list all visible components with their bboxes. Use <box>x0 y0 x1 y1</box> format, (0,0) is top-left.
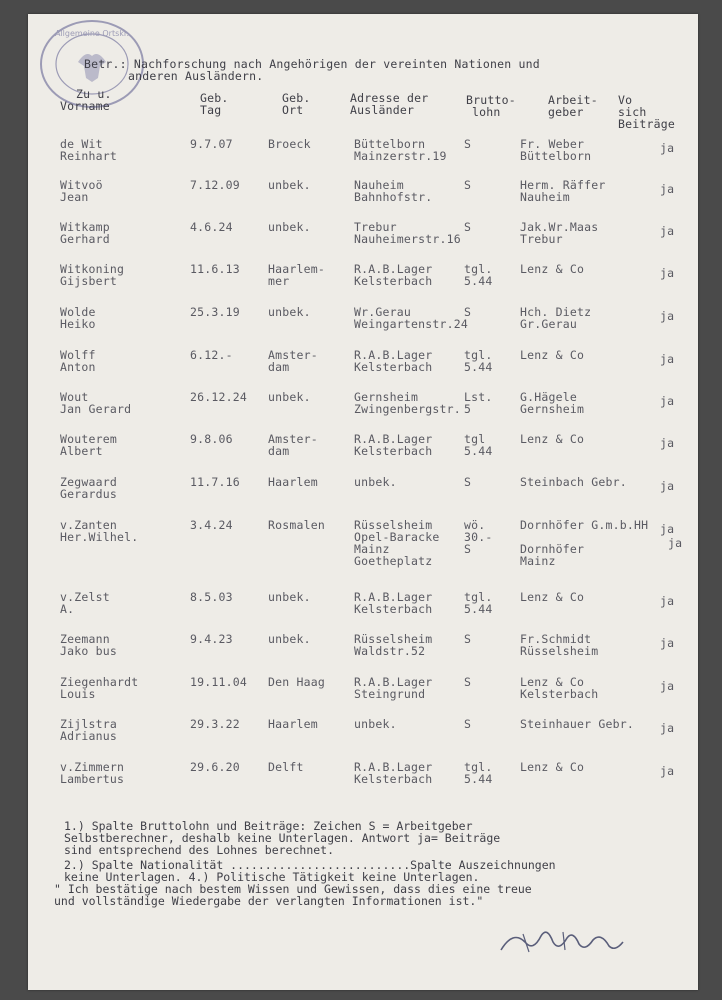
row-pob-2: dam <box>268 360 290 374</box>
row-pob: unbek. <box>268 178 311 192</box>
header-name-2: Vorname <box>60 99 110 113</box>
row-dob: 25.3.19 <box>190 305 240 319</box>
row-employer: Fr. Weber <box>520 137 585 151</box>
row-pob: unbek. <box>268 590 311 604</box>
footnote-line-7: und vollständige Wiedergabe der verlangten Informationen ist." <box>54 894 484 908</box>
row-employer-2: Rüsselsheim <box>520 644 599 658</box>
row-employer: Fr.Schmidt <box>520 632 592 646</box>
row-contrib: ja <box>660 764 675 778</box>
row-contrib: ja <box>660 594 675 608</box>
row-address-2: Waldstr.52 <box>354 644 426 658</box>
row-pob: Haarlem <box>268 717 318 731</box>
header-employer-2: geber <box>548 105 584 119</box>
row-address-2: Opel-Baracke <box>354 530 440 544</box>
row-name: de Wit <box>60 137 103 151</box>
row-pob: unbek. <box>268 390 311 404</box>
row-wage: S <box>464 475 472 489</box>
row-pob-2: mer <box>268 274 290 288</box>
row-employer: Jak.Wr.Maas <box>520 220 599 234</box>
row-address: R.A.B.Lager <box>354 675 433 689</box>
row-contrib: ja <box>660 309 675 323</box>
header-pob-2: Ort <box>282 103 304 117</box>
row-first-name: Jean <box>60 190 89 204</box>
row-wage: S <box>464 137 472 151</box>
row-first-name: Lambertus <box>60 772 125 786</box>
row-name: v.Zelst <box>60 590 110 604</box>
row-employer-4: Mainz <box>520 554 556 568</box>
row-wage-3: S <box>464 542 472 556</box>
row-dob: 9.4.23 <box>190 632 233 646</box>
row-dob: 3.4.24 <box>190 518 233 532</box>
row-employer-3: Dornhöfer <box>520 542 585 556</box>
row-dob: 29.3.22 <box>190 717 240 731</box>
row-employer: G.Hägele <box>520 390 577 404</box>
footnote-line-1: 1.) Spalte Bruttolohn und Beiträge: Zeichen S = Arbeitgeber <box>64 819 473 833</box>
row-wage-2: 30.- <box>464 530 493 544</box>
footnote-line-3: sind entsprechend des Lohnes berechnet. <box>64 843 335 857</box>
subject-line-1: Betr.: Nachforschung nach Angehörigen der vereinten Nationen und <box>84 57 540 71</box>
row-name: Witkamp <box>60 220 110 234</box>
row-address-2: Kelsterbach <box>354 772 433 786</box>
row-employer: Herm. Räffer <box>520 178 606 192</box>
row-address-2: Mainzerstr.19 <box>354 149 447 163</box>
row-address-2: Weingartenstr.24 <box>354 317 468 331</box>
header-contrib-2: sich <box>618 105 647 119</box>
row-name: Ziegenhardt <box>60 675 139 689</box>
row-name: Wolff <box>60 348 96 362</box>
header-employer: Arbeit- <box>548 93 598 107</box>
row-employer: Lenz & Co <box>520 348 585 362</box>
header-wage-2: lohn <box>472 105 501 119</box>
row-address: unbek. <box>354 717 397 731</box>
footnote-line-6: " Ich bestätige nach bestem Wissen und Gewissen, dass dies eine treue <box>54 882 532 896</box>
row-first-name: A. <box>60 602 75 616</box>
row-address: Büttelborn <box>354 137 426 151</box>
row-address: R.A.B.Lager <box>354 760 433 774</box>
row-dob: 4.6.24 <box>190 220 233 234</box>
row-pob: Den Haag <box>268 675 325 689</box>
row-employer: Lenz & Co <box>520 760 585 774</box>
row-name: Zeemann <box>60 632 110 646</box>
row-address: Wr.Gerau <box>354 305 411 319</box>
row-first-name: Heiko <box>60 317 96 331</box>
header-contrib-3: Beiträge <box>618 117 675 131</box>
row-wage: S <box>464 717 472 731</box>
header-address-2: Ausländer <box>350 103 415 117</box>
row-contrib: ja <box>660 266 675 280</box>
row-contrib: ja <box>660 522 675 536</box>
row-pob: Amster- <box>268 348 318 362</box>
header-contrib: Vo <box>618 93 633 107</box>
row-pob: Haarlem- <box>268 262 325 276</box>
row-wage: S <box>464 675 472 689</box>
row-first-name: Adrianus <box>60 729 117 743</box>
row-contrib: ja <box>660 436 675 450</box>
row-wage-2: 5.44 <box>464 602 493 616</box>
row-address: Rüsselsheim <box>354 632 433 646</box>
header-dob-2: Tag <box>200 103 222 117</box>
row-contrib: ja <box>660 182 675 196</box>
row-address-2: Kelsterbach <box>354 360 433 374</box>
row-pob: Rosmalen <box>268 518 325 532</box>
row-wage: Lst. <box>464 390 493 404</box>
row-first-name: Louis <box>60 687 96 701</box>
header-dob: Geb. <box>200 91 229 105</box>
svg-text:Allgemeine Ortskr.: Allgemeine Ortskr. <box>54 29 130 38</box>
row-pob: Amster- <box>268 432 318 446</box>
row-name: Zegwaard <box>60 475 117 489</box>
row-dob: 11.7.16 <box>190 475 240 489</box>
header-name: Zu u. <box>76 87 112 101</box>
row-wage-2: 5.44 <box>464 360 493 374</box>
row-dob: 19.11.04 <box>190 675 247 689</box>
row-address-2: Steingrund <box>354 687 426 701</box>
row-employer-2: Trebur <box>520 232 563 246</box>
footnote-line-4: 2.) Spalte Nationalität ..........................Spalte Auszeichnungen <box>64 858 556 872</box>
row-name: Witkoning <box>60 262 125 276</box>
row-pob: unbek. <box>268 305 311 319</box>
row-first-name: Albert <box>60 444 103 458</box>
row-contrib: ja <box>660 394 675 408</box>
row-wage: tgl. <box>464 590 493 604</box>
row-address: Nauheim <box>354 178 404 192</box>
header-address: Adresse der <box>350 91 429 105</box>
row-first-name: Anton <box>60 360 96 374</box>
row-address-2: Kelsterbach <box>354 274 433 288</box>
row-pob: Broeck <box>268 137 311 151</box>
document-page <box>28 14 698 990</box>
row-employer: Steinhauer Gebr. <box>520 717 634 731</box>
row-wage: S <box>464 220 472 234</box>
row-address-2: Zwingenbergstr. <box>354 402 461 416</box>
row-dob: 29.6.20 <box>190 760 240 774</box>
row-employer: Lenz & Co <box>520 432 585 446</box>
row-name: v.Zanten <box>60 518 117 532</box>
row-dob: 9.7.07 <box>190 137 233 151</box>
header-wage: Brutto- <box>466 93 516 107</box>
row-address: unbek. <box>354 475 397 489</box>
row-wage: tgl. <box>464 262 493 276</box>
row-employer: Lenz & Co <box>520 675 585 689</box>
row-wage: tgl. <box>464 348 493 362</box>
row-first-name: Jako bus <box>60 644 117 658</box>
row-address-4: Goetheplatz <box>354 554 433 568</box>
row-employer-2: Büttelborn <box>520 149 592 163</box>
row-dob: 26.12.24 <box>190 390 247 404</box>
row-name: v.Zimmern <box>60 760 125 774</box>
row-address: Trebur <box>354 220 397 234</box>
row-address: Gernsheim <box>354 390 419 404</box>
row-first-name: Jan Gerard <box>60 402 132 416</box>
row-address: R.A.B.Lager <box>354 432 433 446</box>
row-first-name: Gerardus <box>60 487 117 501</box>
row-address-3: Mainz <box>354 542 390 556</box>
row-address-2: Bahnhofstr. <box>354 190 433 204</box>
row-wage: S <box>464 305 472 319</box>
row-wage: tgl. <box>464 760 493 774</box>
row-pob: unbek. <box>268 220 311 234</box>
row-wage: wö. <box>464 518 486 532</box>
row-pob: unbek. <box>268 632 311 646</box>
row-first-name: Gijsbert <box>60 274 117 288</box>
row-contrib-2: ja <box>668 536 683 550</box>
row-name: Wouterem <box>60 432 117 446</box>
row-employer: Hch. Dietz <box>520 305 592 319</box>
row-contrib: ja <box>660 141 675 155</box>
row-wage-2: 5.44 <box>464 274 493 288</box>
row-employer-2: Nauheim <box>520 190 570 204</box>
row-contrib: ja <box>660 636 675 650</box>
row-employer: Steinbach Gebr. <box>520 475 627 489</box>
subject-line-2: anderen Ausländern. <box>128 69 264 83</box>
row-wage-2: 5 <box>464 402 472 416</box>
row-address: Rüsselsheim <box>354 518 433 532</box>
row-address-2: Kelsterbach <box>354 602 433 616</box>
row-name: Witvoö <box>60 178 103 192</box>
row-wage: S <box>464 632 472 646</box>
row-employer: Lenz & Co <box>520 262 585 276</box>
row-first-name: Reinhart <box>60 149 117 163</box>
row-wage-2: 5.44 <box>464 444 493 458</box>
footnote-line-2: Selbstberechner, deshalb keine Unterlagen. Antwort ja= Beiträge <box>64 831 501 845</box>
row-name: Wout <box>60 390 89 404</box>
row-dob: 6.12.- <box>190 348 233 362</box>
row-address: R.A.B.Lager <box>354 348 433 362</box>
row-contrib: ja <box>660 479 675 493</box>
row-address: R.A.B.Lager <box>354 590 433 604</box>
row-wage: S <box>464 178 472 192</box>
row-pob: Haarlem <box>268 475 318 489</box>
row-dob: 11.6.13 <box>190 262 240 276</box>
row-contrib: ja <box>660 679 675 693</box>
row-contrib: ja <box>660 352 675 366</box>
row-employer-2: Gernsheim <box>520 402 585 416</box>
row-employer: Lenz & Co <box>520 590 585 604</box>
row-wage-2: 5.44 <box>464 772 493 786</box>
row-pob: Delft <box>268 760 304 774</box>
row-dob: 9.8.06 <box>190 432 233 446</box>
row-first-name: Her.Wilhel. <box>60 530 139 544</box>
footnote-line-5: keine Unterlagen. 4.) Politische Tätigkeit keine Unterlagen. <box>64 870 480 884</box>
row-contrib: ja <box>660 224 675 238</box>
row-first-name: Gerhard <box>60 232 110 246</box>
row-wage: tgl <box>464 432 486 446</box>
row-employer-2: Kelsterbach <box>520 687 599 701</box>
row-name: Zijlstra <box>60 717 117 731</box>
signature-icon <box>493 912 633 962</box>
row-address-2: Kelsterbach <box>354 444 433 458</box>
row-name: Wolde <box>60 305 96 319</box>
row-pob-2: dam <box>268 444 290 458</box>
row-contrib: ja <box>660 721 675 735</box>
row-address-2: Nauheimerstr.16 <box>354 232 461 246</box>
row-employer-2: Gr.Gerau <box>520 317 577 331</box>
row-dob: 8.5.03 <box>190 590 233 604</box>
row-employer: Dornhöfer G.m.b.HH <box>520 518 649 532</box>
row-dob: 7.12.09 <box>190 178 240 192</box>
row-address: R.A.B.Lager <box>354 262 433 276</box>
header-pob: Geb. <box>282 91 311 105</box>
